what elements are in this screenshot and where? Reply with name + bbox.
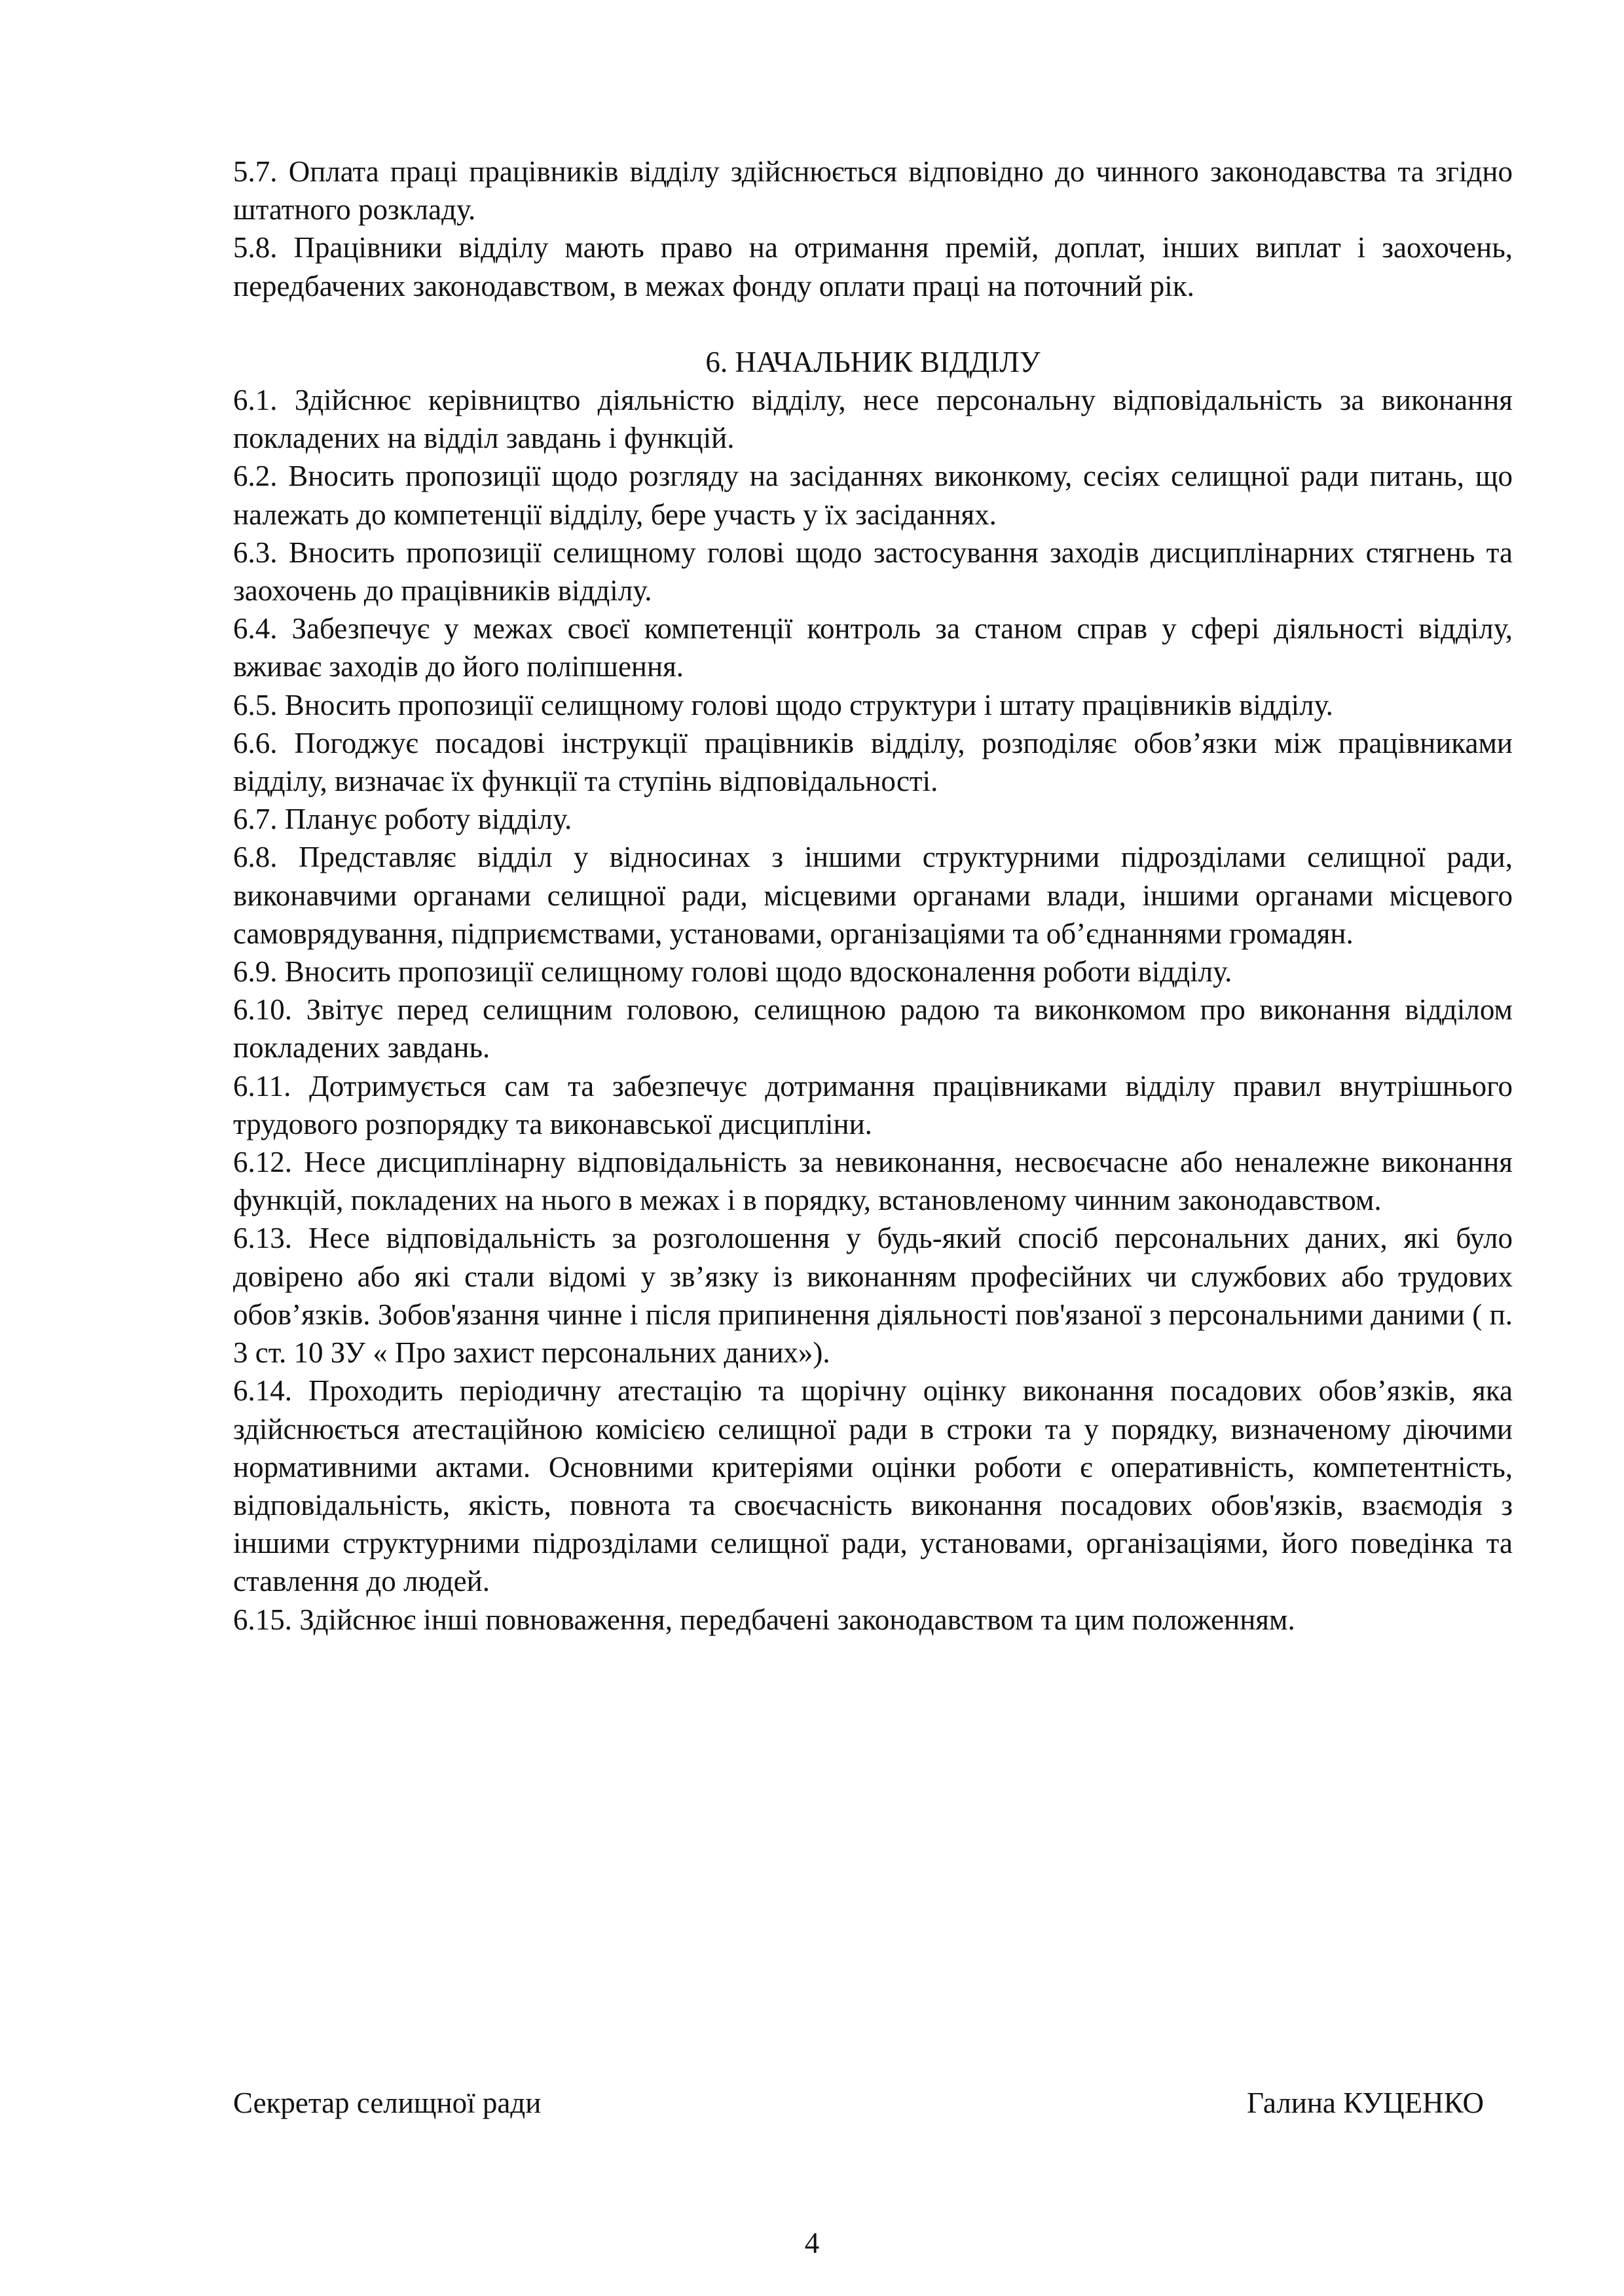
section-6-heading: 6. НАЧАЛЬНИК ВІДДІЛУ	[705, 345, 1041, 378]
paragraph-6-14: 6.14. Проходить періодичну атестацію та щорічну оцінку виконання посадових обов’язків, яка здійснюється атестаційною комісією селищної ради в строки та у порядку, визначеному діючими нормативними актами. Основними критеріями оцінки роботи є оперативність, компетентність, відповідальність, якість, повнота та своєчасність виконання посадових обов'язків, взаємодія з іншими структурними підрозділами селищної ради, установами, організаціями, його поведінка та ставлення до людей.	[233, 1374, 1513, 1598]
paragraph-6-10: 6.10. Звітує перед селищним головою, селищною радою та виконкомом про виконання відділом покладених завдань.	[233, 993, 1513, 1065]
section-spacer	[233, 305, 1513, 343]
paragraph-6-9: 6.9. Вносить пропозиції селищному голові щодо вдосконалення роботи відділу.	[233, 955, 1232, 989]
signer-position: Секретар селищної ради	[233, 2086, 542, 2119]
page-number: 4	[804, 2227, 820, 2259]
paragraph-6-7: 6.7. Планує роботу відділу.	[233, 803, 572, 836]
paragraph-6-4: 6.4. Забезпечує у межах своєї компетенції контроль за станом справ у сфері діяльності відділу, вживає заходів до його поліпшення.	[233, 612, 1513, 683]
paragraph-6-3: 6.3. Вносить пропозиції селищному голові щодо застосування заходів дисциплінарних стягнень та заохочень до працівників відділу.	[233, 536, 1513, 608]
paragraph-6-13: 6.13. Несе відповідальність за розголошення у будь-який спосіб персональних даних, які було довірено або які стали відомі у зв’язку із виконанням професійних чи службових або трудових обов’язків. Зобов'язання чинне і після припинення діяльності пов'язаної з персональними даними ( п. 3 ст. 10 ЗУ « Про захист персональних даних»).	[233, 1222, 1513, 1370]
paragraph-5-7: 5.7. Оплата праці працівників відділу здійснюється відповідно до чинного законодавства та згідно штатного розкладу.	[233, 155, 1513, 227]
signer-name: Галина КУЦЕНКО	[1247, 2086, 1484, 2119]
paragraph-6-11: 6.11. Дотримується сам та забезпечує дотримання працівниками відділу правил внутрішнього трудового розпорядку та виконавської дисципліни.	[233, 1069, 1513, 1140]
paragraph-6-15: 6.15. Здійснює інші повноваження, передбачені законодавством та цим положенням.	[233, 1603, 1295, 1636]
paragraph-6-8: 6.8. Представляє відділ у відносинах з іншими структурними підрозділами селищної ради, виконавчими органами селищної ради, місцевими органами влади, іншими органами місцевого самоврядування, підприємствами, установами, організаціями та об’єднаннями громадян.	[233, 841, 1513, 950]
paragraph-6-2: 6.2. Вносить пропозиції щодо розгляду на засіданнях виконкому, сесіях селищної ради питань, що належать до компетенції відділу, бере участь у їх засіданнях.	[233, 460, 1513, 531]
paragraph-6-1: 6.1. Здійснює керівництво діяльністю відділу, несе персональну відповідальність за виконання покладених на відділ завдань і функцій.	[233, 384, 1513, 455]
paragraph-5-8: 5.8. Працівники відділу мають право на отримання премій, доплат, інших виплат і заохочень, передбачених законодавством, в межах фонду оплати праці на поточний рік.	[233, 231, 1513, 302]
paragraph-6-5: 6.5. Вносить пропозиції селищному голові щодо структури і штату працівників відділу.	[233, 688, 1333, 721]
paragraph-6-12: 6.12. Несе дисциплінарну відповідальність за невиконання, несвоєчасне або неналежне виконання функцій, покладених на нього в межах і в порядку, встановленому чинним законодавством.	[233, 1146, 1513, 1217]
document-body	[233, 153, 1513, 1639]
paragraph-6-6: 6.6. Погоджує посадові інструкції працівників відділу, розподіляє обов’язки між працівниками відділу, визначає їх функції та ступінь відповідальності.	[233, 726, 1513, 798]
